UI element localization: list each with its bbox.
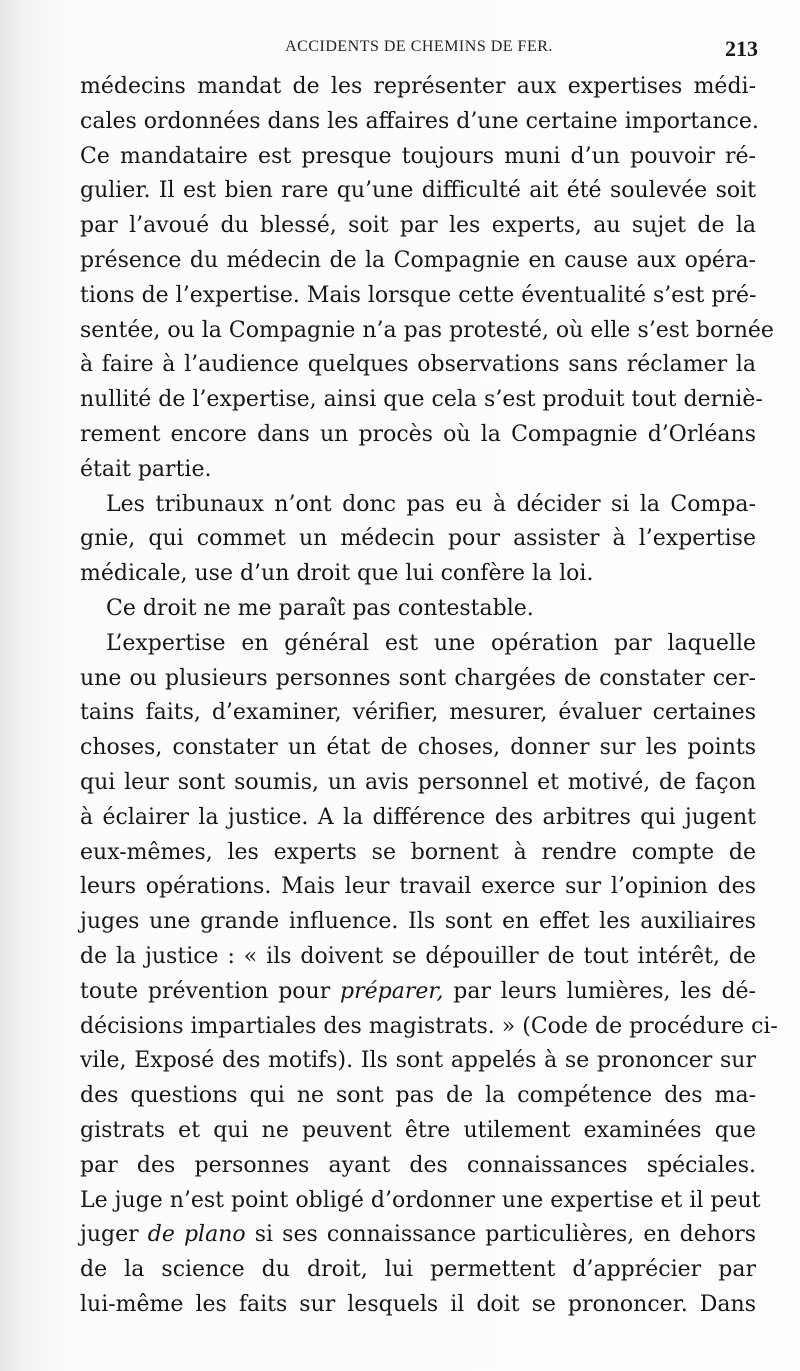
text-line: tains faits, d’examiner, vérifier, mesurer, évaluer certaines <box>80 700 756 726</box>
text-line: choses, constater un état de choses, donner sur les points <box>80 735 756 761</box>
text-line: de la science du droit, lui permettent d’apprécier par <box>80 1257 756 1283</box>
text-fragment: si ses connaissance particulières, en dehors <box>245 1222 757 1248</box>
text-line: par l’avoué du blessé, soit par les experts, au sujet de la <box>80 213 756 239</box>
text-line: lui-même les faits sur lesquels il doit se prononcer. Dans <box>80 1291 756 1317</box>
text-line: présence du médecin de la Compagnie en cause aux opéra- <box>80 247 756 273</box>
text-fragment: par leurs lumières, les dé- <box>443 978 756 1004</box>
text-fragment: juger <box>80 1222 148 1248</box>
text-line: cales ordonnées dans les affaires d’une certaine importance. <box>80 108 759 134</box>
text-line: médicale, use d’un droit que lui confère la loi. <box>80 561 594 587</box>
text-line: tions de l’expertise. Mais lorsque cette éventualité s’est pré- <box>80 282 757 308</box>
text-line: par des personnes ayant des connaissances spéciales. <box>80 1152 756 1178</box>
text-fragment: toute prévention pour <box>80 978 341 1004</box>
text-line: Les tribunaux n’ont donc pas eu à décider si la Compa- <box>106 491 756 517</box>
text-line: Ce droit ne me paraît pas contestable. <box>106 595 534 621</box>
text-line: gnie, qui commet un médecin pour assister à l’expertise <box>80 526 756 552</box>
body-text <box>80 70 778 1323</box>
text-line: vile, Exposé des motifs). Ils sont appelés à se prononcer sur <box>80 1048 756 1074</box>
text-line: nullité de l’expertise, ainsi que cela s’est produit tout derniè- <box>80 387 763 413</box>
text-line: rement encore dans un procès où la Compagnie d’Orléans <box>80 421 756 447</box>
text-line: gistrats et qui ne peuvent être utilement examinées que <box>80 1117 756 1143</box>
text-line: des questions qui ne sont pas de la compétence des ma- <box>80 1083 756 1109</box>
text-line: juges une grande influence. Ils sont en effet les auxiliaires <box>80 909 756 935</box>
text-line: Le juge n’est point obligé d’ordonner une expertise et il peut <box>80 1187 761 1213</box>
page-number: 213 <box>725 36 758 61</box>
text-line: leurs opérations. Mais leur travail exerce sur l’opinion des <box>80 874 756 900</box>
text-line: gulier. Il est bien rare qu’une difficulté ait été soulevée soit <box>80 178 756 204</box>
text-line <box>80 1218 756 1253</box>
text-line: de la justice : « ils doivent se dépouiller de tout intérêt, de <box>80 943 756 969</box>
text-line: médecins mandat de les représenter aux expertises médi- <box>80 74 756 99</box>
text-line: décisions impartiales des magistrats. » (Code de procédure ci- <box>80 1013 778 1039</box>
text-line: Ce mandataire est presque toujours muni d’un pouvoir ré- <box>80 143 756 169</box>
text-line: eux-mêmes, les experts se bornent à rendre compte de <box>80 839 756 865</box>
text-line: à faire à l’audience quelques observations sans réclamer la <box>80 352 756 378</box>
page-header <box>80 38 758 68</box>
running-head: ACCIDENTS DE CHEMINS DE FER. <box>285 38 553 55</box>
text-line: était partie. <box>80 456 212 482</box>
text-line: sentée, ou la Compagnie n’a pas protesté, où elle s’est bornée <box>80 317 774 343</box>
text-line <box>80 975 756 1010</box>
emphasis-preparer: préparer, <box>340 978 444 1004</box>
text-line: qui leur sont soumis, un avis personnel et motivé, de façon <box>80 769 756 795</box>
text-line: une ou plusieurs personnes sont chargées de constater cer- <box>80 665 756 691</box>
emphasis-de-plano: de plano <box>147 1222 246 1248</box>
text-line: à éclairer la justice. A la différence des arbitres qui jugent <box>80 804 756 830</box>
text-line: L’expertise en général est une opération par laquelle <box>106 630 756 656</box>
